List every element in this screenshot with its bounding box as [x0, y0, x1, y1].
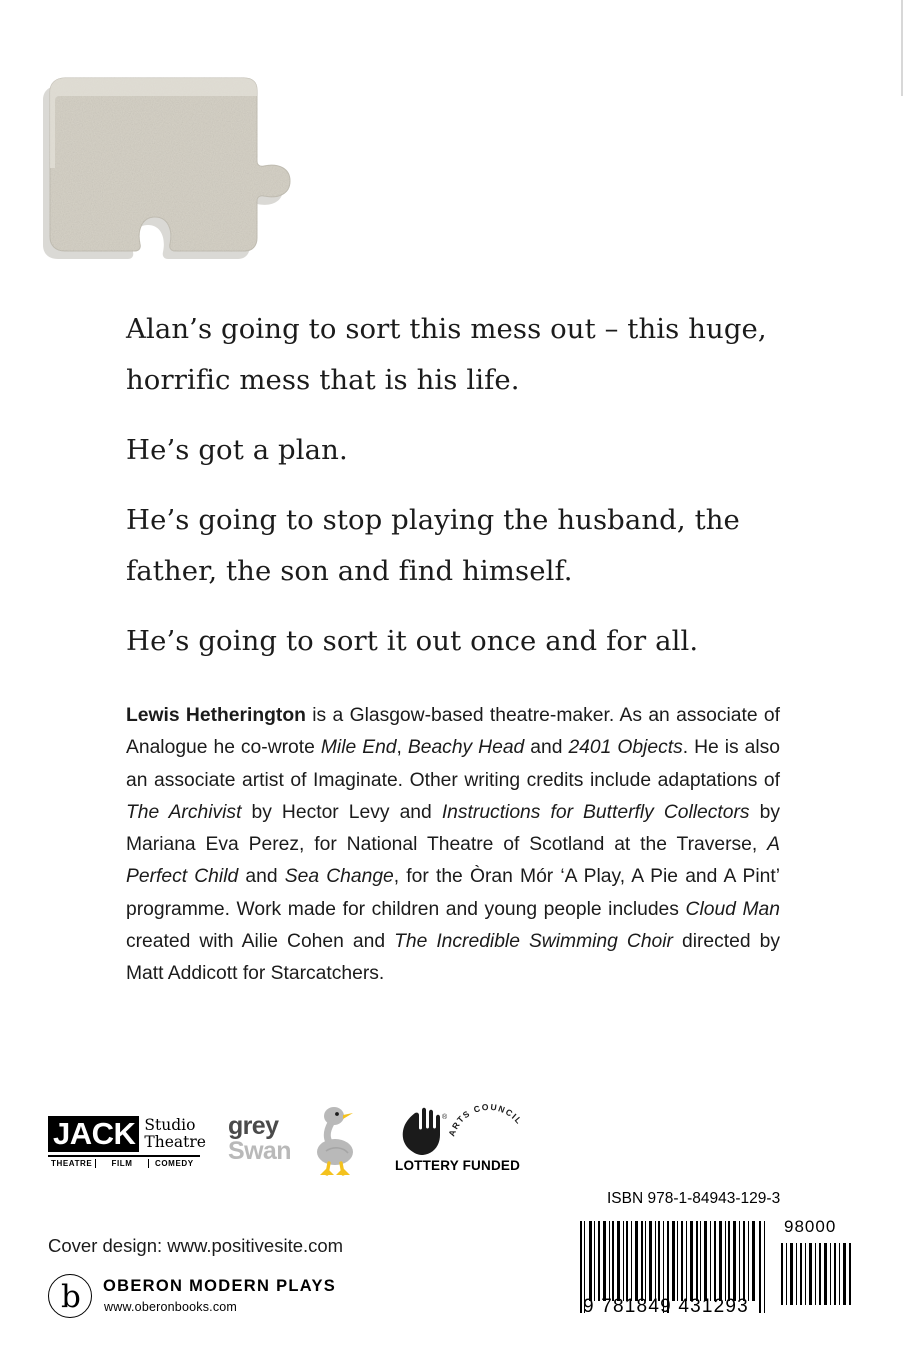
swan-bird-icon — [304, 1106, 370, 1185]
blurb-paragraph-4: He’s going to sort it out once and for all. — [126, 625, 699, 657]
jack-category-comedy: COMEDY — [154, 1159, 194, 1168]
bio-text-6: by Mariana Eva Perez, for National Theatre of Scotland at the Traverse, — [126, 801, 780, 856]
jack-studio-theatre-logo — [48, 1114, 206, 1170]
bio-text-9: created with Ailie Cohen and — [126, 931, 395, 953]
bio-title-sea-change: Sea Change — [284, 866, 394, 888]
spine-edge-line — [901, 0, 903, 96]
grey-swan-line2: Swan — [228, 1137, 291, 1165]
bio-text-10: directed by Matt Addicott for Starcatchers. — [126, 931, 780, 985]
bio-text-5: by Hector Levy and — [241, 801, 442, 823]
blurb-paragraph-3: He’s going to stop playing the husband, the father, the son and find himself. — [126, 504, 740, 587]
bio-title-2401-objects: 2401 Objects — [568, 737, 683, 759]
puzzle-piece-illustration — [38, 38, 308, 263]
author-biography — [126, 700, 780, 991]
bio-title-cloud-man: Cloud Man — [685, 898, 780, 920]
jack-wordmark: JACK — [48, 1116, 139, 1152]
barcode-supplement-number: 98000 — [784, 1217, 837, 1236]
blurb-paragraph-1: Alan’s going to sort this mess out – this huge, horrific mess that is his life. — [126, 313, 767, 396]
blurb-text — [126, 304, 806, 667]
grey-swan-logo — [228, 1106, 373, 1180]
bio-text-1: is a Glasgow-based theatre-maker. As an associate of Analogue he co-wrote — [126, 705, 780, 759]
svg-text:ARTS COUNCIL — [446, 1102, 524, 1138]
bio-title-beachy-head: Beachy Head — [407, 737, 525, 759]
bio-title-the-incredible-swimming-choir: The Incredible Swimming Choir — [394, 931, 673, 953]
bio-text-8: , for the Òran Mór ‘A Play, A Pie and A Pint’ programme. Work made for children and young people includes — [126, 866, 780, 920]
grey-swan-line1: grey — [228, 1112, 279, 1140]
author-name: Lewis Hetherington — [126, 705, 306, 726]
barcode-number: 9 781849 431293 — [583, 1296, 749, 1317]
arts-council-england-logo — [395, 1102, 565, 1180]
logos-row — [48, 1100, 568, 1180]
jack-studio-line2: Theatre — [144, 1133, 206, 1151]
bio-text-2: , — [396, 737, 408, 759]
jack-studio-theatre-text — [144, 1117, 206, 1152]
publisher-website: www.oberonbooks.com — [104, 1300, 238, 1314]
oberon-modern-plays-logo — [48, 1274, 348, 1330]
oberon-b-mark-icon — [48, 1274, 92, 1318]
svg-text:®: ® — [442, 1114, 448, 1121]
cover-design-credit: Cover design: www.positivesite.com — [48, 1235, 344, 1256]
barcode-supplement — [780, 1243, 852, 1305]
lottery-funded-label: LOTTERY FUNDED — [395, 1158, 521, 1173]
bio-title-the-archivist: The Archivist — [126, 801, 242, 823]
bio-text-7: and — [238, 866, 285, 888]
bio-title-a-perfect-child: A Perfect Child — [126, 834, 780, 888]
jack-studio-line1: Studio — [144, 1116, 196, 1134]
isbn-label: ISBN 978-1-84943-129-3 — [607, 1190, 781, 1207]
bio-title-instructions-for-butterfly-collectors: Instructions for Butterfly Collectors — [441, 801, 750, 823]
blurb-paragraph-2: He’s got a plan. — [126, 434, 348, 466]
jack-category-film: FILM — [95, 1159, 148, 1168]
grey-swan-wordmark — [228, 1114, 291, 1164]
arts-council-arc-top: ARTS COUNCIL — [446, 1102, 525, 1138]
oberon-b-letter: b — [61, 1279, 81, 1315]
bio-text-3: and — [524, 737, 569, 759]
publisher-name: OBERON MODERN PLAYS — [103, 1277, 337, 1295]
bio-text-4: . He is also an associate artist of Imaginate. Other writing credits include adaptations of — [126, 737, 781, 791]
jack-category-theatre: THEATRE — [50, 1159, 93, 1168]
bio-title-mile-end: Mile End — [320, 737, 397, 759]
